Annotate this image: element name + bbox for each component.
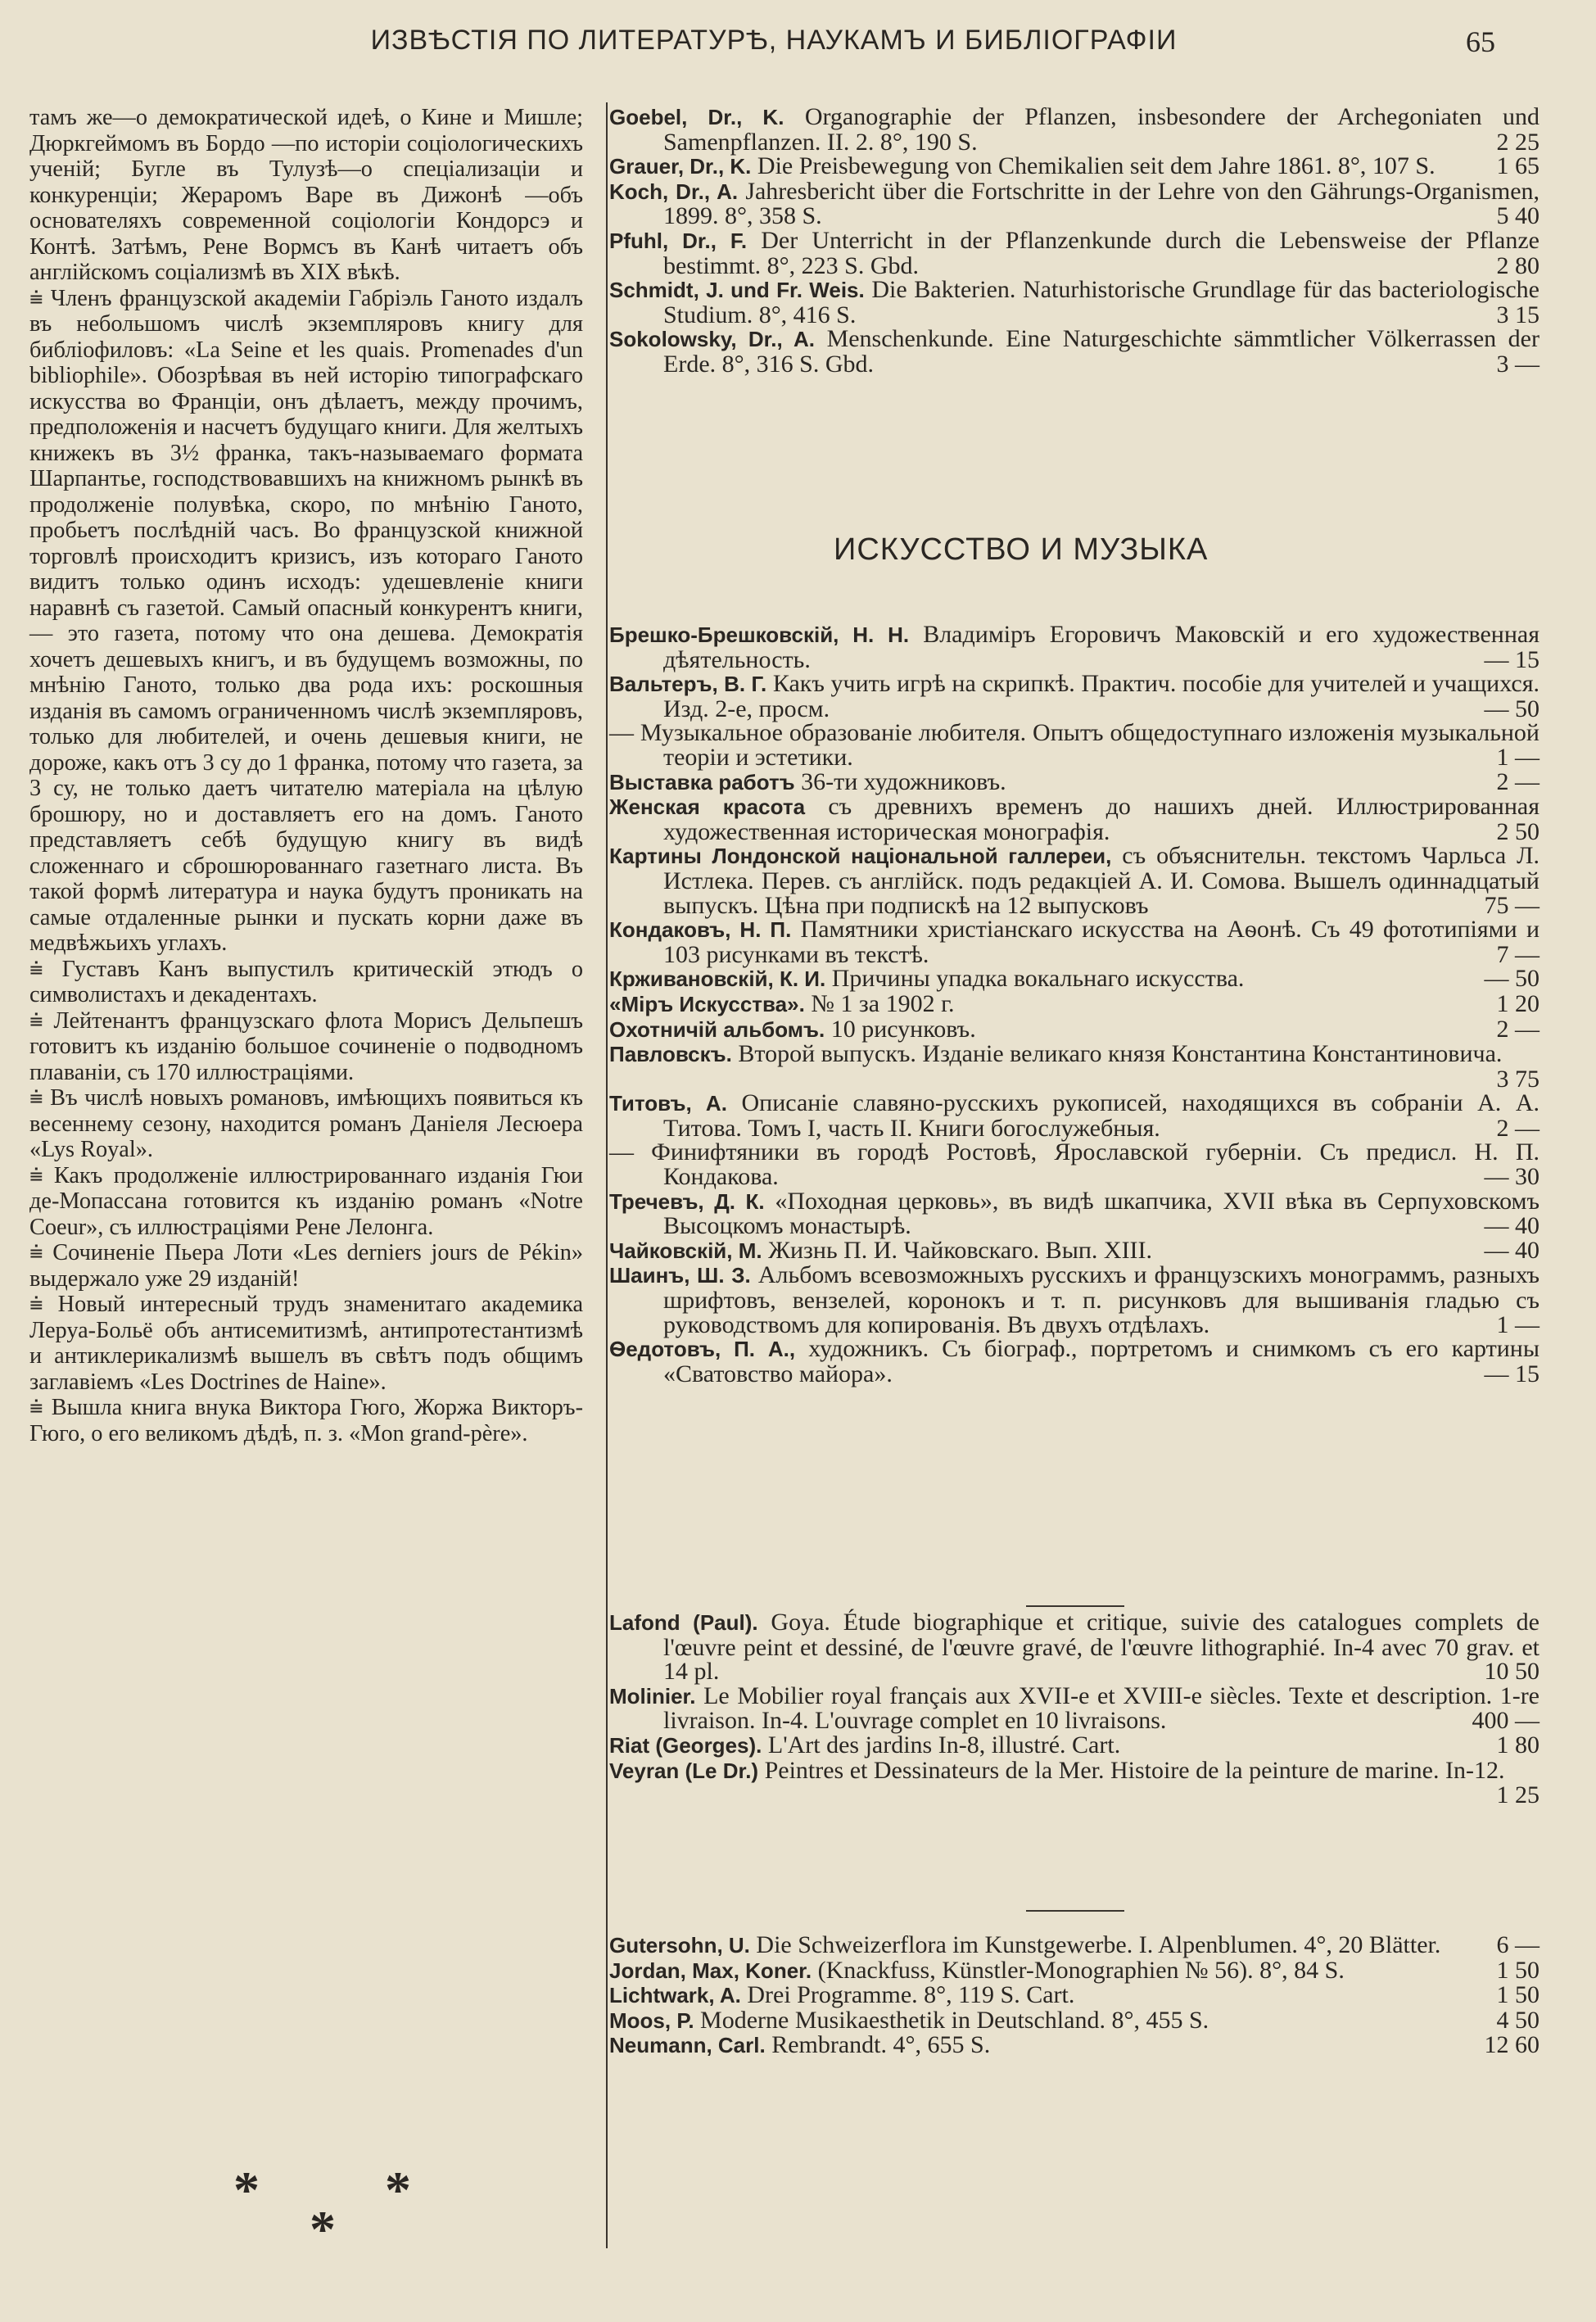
book-title: Drei Programme. 8°, 119 S. Cart. bbox=[747, 1981, 1075, 2009]
book-title: художникъ. Съ біограф., портретомъ и снимкомъ съ его картины «Сватовство майора». bbox=[663, 1335, 1540, 1387]
book-author: Выставка работъ bbox=[609, 769, 795, 794]
french-book-list bbox=[609, 1610, 1539, 1808]
book-title: Organographie der Pflanzen, insbesondere der Archegoniaten und Samenpflanzen. II. 2. 8°, 190 S. bbox=[663, 103, 1539, 156]
book-title: Описаніе славяно-русскихъ рукописей, находящихся въ собраніи А. А. Титова. Томъ I, часть II. Книги богослужебныя. bbox=[663, 1089, 1539, 1142]
book-price: — 40 bbox=[1484, 1236, 1539, 1264]
book-price: 1 25 bbox=[1496, 1781, 1539, 1809]
book-title: Владиміръ Егоровичъ Маковскій и его художественная дѣятельность. bbox=[663, 621, 1539, 673]
book-author: Sokolowsky, Dr., A. bbox=[609, 327, 816, 352]
book-author: Lafond (Paul). bbox=[609, 1610, 758, 1635]
ornament-star: * bbox=[310, 2200, 336, 2258]
book-entry bbox=[609, 844, 1539, 917]
book-title: Альбомъ всевозможныхъ русскихъ и французскихъ монограммъ, разныхъ шрифтовъ, вензелей, коронокъ и т. п. рисунковъ для вышиванія гладью съ руководствомъ для копированія. Въ двухъ отдѣлахъ. bbox=[663, 1261, 1540, 1338]
news-paragraph: тамъ же—о демократической идеѣ, о Кине и Мишле; Дюркгеймомъ въ Бордо —по исторіи соціологическихъ ученій; Бугле въ Тулузѣ—о спеціализаціи и конкуренціи; Жераромъ Варе въ Дижонѣ —объ основателяхъ современной соціологіи Кондорсэ и Контѣ. Затѣмъ, Рене Вормсъ въ Канѣ читаетъ объ англійскомъ соціализмѣ въ XIX вѣкѣ. bbox=[29, 105, 583, 285]
book-price: 75 — bbox=[1484, 891, 1539, 919]
book-title: Какъ учить игрѣ на скрипкѣ. Практич. пособіе для учителей и учащихся. Изд. 2-е, просм. bbox=[663, 670, 1539, 722]
book-entry bbox=[609, 917, 1539, 966]
book-price: 2 — bbox=[1496, 767, 1539, 795]
book-price: — 30 bbox=[1484, 1163, 1539, 1191]
book-price: 1 80 bbox=[1496, 1731, 1539, 1758]
book-author: Moos, P. bbox=[609, 2007, 694, 2033]
book-author: Goebel, Dr., K. bbox=[609, 105, 784, 129]
book-price: 3 75 bbox=[1496, 1065, 1539, 1093]
book-title: Причины упадка вокальнаго искусства. bbox=[831, 965, 1245, 993]
book-author: Крживановскій, К. И. bbox=[609, 966, 826, 992]
news-paragraph: ⩧ Вышла книга внука Виктора Гюго, Жоржа Викторъ-Гюго, о его великомъ дѣдѣ, п. з. «Mon grand-père». bbox=[29, 1395, 583, 1446]
separator-rule bbox=[1026, 1910, 1124, 1912]
book-author: Картины Лондонской національной галлереи, bbox=[609, 844, 1112, 869]
ornament-star: * bbox=[233, 2161, 260, 2219]
book-price: 2 25 bbox=[1496, 128, 1539, 156]
book-author: Вальтеръ, В. Г. bbox=[609, 672, 767, 697]
book-author: Тречевъ, Д. К. bbox=[609, 1188, 765, 1214]
book-price: 12 60 bbox=[1484, 2031, 1539, 2059]
book-entry bbox=[609, 1337, 1539, 1386]
news-paragraph: ⩧ Новый интересный трудъ знаменитаго академика Леруа-Больё объ антисемитизмѣ, антипротестантизмѣ и антиклерикализмѣ вышелъ въ свѣтъ подъ общимъ заглавіемъ «Les Doctrines de Haine». bbox=[29, 1292, 583, 1395]
book-title: съ объяснительн. текстомъ Чарльса Л. Истлека. Перев. съ англійск. подъ редакціей А. И. Сомова. Вышелъ одиннадцатый выпускъ. Цѣна при подпискѣ на 12 выпусковъ bbox=[663, 842, 1540, 919]
book-entry bbox=[609, 622, 1539, 672]
german-list-top bbox=[609, 105, 1539, 377]
book-title: Menschenkunde. Eine Naturgeschichte sämmtlicher Völkerrassen der Erde. 8°, 316 S. Gbd. bbox=[663, 325, 1539, 378]
book-title: L'Art des jardins In-8, illustré. Cart. bbox=[767, 1731, 1121, 1758]
book-price: 2 — bbox=[1496, 1114, 1539, 1142]
book-entry bbox=[609, 226, 1539, 279]
book-price: 1 — bbox=[1496, 1310, 1539, 1338]
book-price: — 50 bbox=[1484, 695, 1539, 722]
book-title: Жизнь П. И. Чайковскаго. Вып. XIII. bbox=[768, 1236, 1153, 1264]
book-title: — Музыкальное образованіе любителя. Опытъ общедоступнаго изложенія музыкальной теоріи и эстетики. bbox=[609, 719, 1539, 771]
book-entry bbox=[609, 1684, 1539, 1733]
book-author: Schmidt, J. und Fr. Weis. bbox=[609, 278, 865, 303]
book-entry bbox=[609, 1758, 1539, 1808]
left-column bbox=[29, 105, 583, 1446]
book-price: 7 — bbox=[1496, 940, 1539, 968]
book-title: Die Bakterien. Naturhistorische Grundlage für das bacteriologische Studium. 8°, 416 S. bbox=[663, 276, 1539, 328]
book-title: Второй выпускъ. Изданіе великаго князя Константина Константиновича. bbox=[738, 1040, 1503, 1068]
book-entry bbox=[609, 767, 1539, 795]
book-title: — Финифтяники въ городѣ Ростовѣ, Ярославской губерніи. Съ предисл. Н. П. Кондакова. bbox=[609, 1138, 1539, 1191]
book-entry bbox=[609, 1958, 1539, 1984]
book-title: Der Unterricht in der Pflanzenkunde durch die Lebensweise der Pflanze bestimmt. 8°, 223 S. Gbd. bbox=[663, 226, 1539, 279]
book-price: 1 65 bbox=[1496, 152, 1539, 180]
book-entry bbox=[609, 1138, 1539, 1191]
book-entry bbox=[609, 1091, 1539, 1140]
book-title: Die Preisbewegung von Chemikalien seit dem Jahre 1861. 8°, 107 S. bbox=[757, 152, 1435, 180]
book-author: Veyran (Le Dr.) bbox=[609, 1758, 759, 1783]
book-price: 2 — bbox=[1496, 1015, 1539, 1043]
book-entry bbox=[609, 966, 1539, 992]
book-author: Jordan, Max, Koner. bbox=[609, 1958, 812, 1983]
book-entry bbox=[609, 179, 1539, 229]
book-entry bbox=[609, 154, 1539, 179]
book-price: 3 15 bbox=[1496, 301, 1539, 328]
german-list-bottom bbox=[609, 1933, 1539, 2058]
book-price: — 15 bbox=[1484, 1360, 1539, 1387]
book-title: Moderne Musikaesthetik in Deutschland. 8°, 455 S. bbox=[700, 2006, 1209, 2034]
book-entry bbox=[609, 105, 1539, 154]
book-entry bbox=[609, 1610, 1539, 1684]
news-paragraph: ⩧ Сочиненіе Пьера Лоти «Les derniers jours de Pékin» выдержало уже 29 изданій! bbox=[29, 1240, 583, 1292]
book-price: 1 — bbox=[1496, 743, 1539, 771]
book-price: 1 50 bbox=[1496, 1981, 1539, 2009]
book-title: Rembrandt. 4°, 655 S. bbox=[771, 2031, 991, 2059]
book-author: Koch, Dr., A. bbox=[609, 179, 739, 204]
book-author: Gutersohn, U. bbox=[609, 1933, 750, 1958]
book-entry bbox=[609, 1733, 1539, 1758]
book-entry bbox=[609, 278, 1539, 327]
separator-rule bbox=[1026, 1605, 1124, 1607]
column-divider bbox=[606, 102, 608, 2248]
book-title: Peintres et Dessinateurs de la Mer. Histoire de la peinture de marine. In-12. bbox=[764, 1756, 1505, 1784]
book-author: Титовъ, А. bbox=[609, 1091, 727, 1116]
news-paragraph: ⩧ Густавъ Канъ выпустилъ критическій этюдъ о символистахъ и декадентахъ. bbox=[29, 956, 583, 1007]
book-author: «Міръ Искусства». bbox=[609, 991, 805, 1016]
book-price: 400 — bbox=[1472, 1707, 1539, 1735]
book-price: 5 40 bbox=[1496, 202, 1539, 230]
book-title: Die Schweizerflora im Kunstgewerbe. I. Alpenblumen. 4°, 20 Blätter. bbox=[756, 1931, 1441, 1958]
book-title: № 1 за 1902 г. bbox=[811, 989, 955, 1017]
book-title: 36-ти художниковъ. bbox=[801, 767, 1006, 795]
book-author: Кондаковъ, Н. П. bbox=[609, 917, 792, 943]
russian-book-list bbox=[609, 622, 1539, 1386]
book-author: Чайковскій, М. bbox=[609, 1238, 762, 1263]
book-title: 10 рисунковъ. bbox=[830, 1015, 976, 1043]
book-title: Памятники христіанскаго искусства на Аѳонѣ. Съ 49 фототипіями и 103 рисунками въ текстѣ. bbox=[663, 916, 1540, 968]
book-entry bbox=[609, 1933, 1539, 1958]
book-entry bbox=[609, 1017, 1539, 1043]
book-entry bbox=[609, 1238, 1539, 1264]
book-author: Lichtwark, A. bbox=[609, 1983, 741, 2008]
news-paragraph: ⩧ Какъ продолженіе иллюстрированнаго изданія Гюи де-Мопассана готовится къ изданію романъ «Notre Coeur», съ иллюстраціями Рене Лелонга. bbox=[29, 1162, 583, 1240]
book-price: 1 50 bbox=[1496, 1956, 1539, 1984]
book-price: — 15 bbox=[1484, 645, 1539, 673]
book-entry bbox=[609, 721, 1539, 769]
section-title: ИСКУССТВО И МУЗЫКА bbox=[834, 532, 1209, 567]
book-entry bbox=[609, 1263, 1539, 1337]
book-entry bbox=[609, 794, 1539, 844]
book-price: 1 20 bbox=[1496, 989, 1539, 1017]
book-entry bbox=[609, 989, 1539, 1017]
news-paragraph: ⩧ Лейтенантъ французскаго флота Морисъ Дельпешъ готовитъ къ изданію большое сочиненіе о подводномъ плаваніи, съ 170 иллюстраціями. bbox=[29, 1007, 583, 1085]
news-paragraph: ⩧ Въ числѣ новыхъ романовъ, имѣющихъ появиться къ весеннему сезону, находится романъ Даніеля Лесюера «Lys Royal». bbox=[29, 1085, 583, 1162]
book-price: 10 50 bbox=[1484, 1658, 1539, 1686]
book-title: Le Mobilier royal français aux XVII-e et XVIII-e siècles. Texte et description. 1-re livraison. In-4. L'ouvrage complet en 10 livraisons. bbox=[663, 1682, 1539, 1735]
book-entry bbox=[609, 1983, 1539, 2008]
book-author: Grauer, Dr., K. bbox=[609, 154, 752, 179]
book-price: 6 — bbox=[1496, 1931, 1539, 1958]
book-price: — 50 bbox=[1484, 965, 1539, 993]
news-paragraph: ⩧ Членъ французской академіи Габріэль Ганото издалъ въ небольшомъ числѣ экземпляровъ книгу для библіофиловъ: «La Seine et les quais. Promenades d'un bibliophile». Обозрѣвая въ ней исторію типографскаго искусства во Франціи, онъ дѣлаетъ, между прочимъ, предположенія и насчетъ будущаго книги. Для желтыхъ книжекъ въ 3½ франка, такъ-называемаго формата Шарпантье, господствовавшихъ на книжномъ рынкѣ въ продолженіе полувѣка, скоро, по мнѣнію Ганото, пробьетъ послѣдній часъ. Во французской книжной торговлѣ происходитъ кризисъ, изъ котораго Ганото видитъ только одинъ исходъ: удешевленіе книги наравнѣ съ газетой. Самый опасный конкурентъ книги, — это газета, потому что она дешева. Демократія хочетъ дешевыхъ книгъ, и въ будущемъ возможны, по мнѣнію Ганото, только два рода ихъ: роскошныя изданія въ самомъ ограниченномъ числѣ экземпляровъ, только для любителей, и очень дешевыя книги, не дороже, какъ отъ 3 су до 1 франка, потому что газета, за 3 су, не только даетъ читателю матеріала на цѣлую брошюру, но и доставляетъ его на домъ. Ганото представляетъ себѣ будущую книгу въ видѣ сложеннаго и сброшюрованнаго газетнаго листа. Въ такой формѣ литература и наука будутъ проникать на самые отдаленные рынки и пускать корни даже въ медвѣжьихъ углахъ. bbox=[29, 285, 583, 956]
book-entry bbox=[609, 2033, 1539, 2058]
running-title: ИЗВѢСТІЯ ПО ЛИТЕРАТУРѢ, НАУКАМЪ И БИБЛІОГРАФІИ bbox=[370, 25, 1178, 56]
page-number: 65 bbox=[1466, 25, 1495, 58]
book-title: Goya. Étude biographique et critique, suivie des catalogues complets de l'œuvre peint et dessiné, de l'œuvre gravé, de l'œuvre lithographié. In-4 avec 70 grav. et 14 pl. bbox=[663, 1609, 1539, 1686]
book-author: Ѳедотовъ, П. А., bbox=[609, 1337, 796, 1362]
book-entry bbox=[609, 672, 1539, 721]
book-author: Женская красота bbox=[609, 794, 806, 820]
book-entry bbox=[609, 2008, 1539, 2034]
book-author: Riat (Georges). bbox=[609, 1732, 762, 1758]
book-price: 2 50 bbox=[1496, 817, 1539, 845]
book-author: Molinier. bbox=[609, 1683, 696, 1709]
book-title: «Походная церковь», въ видѣ шкапчика, XVII вѣка въ Серпуховскомъ Высоцкомъ монастырѣ. bbox=[663, 1187, 1539, 1240]
book-price: 4 50 bbox=[1496, 2006, 1539, 2034]
book-entry bbox=[609, 1189, 1539, 1238]
book-author: Павловскъ. bbox=[609, 1042, 732, 1067]
book-author: Шаинъ, Ш. З. bbox=[609, 1263, 751, 1288]
book-entry bbox=[609, 327, 1539, 376]
ornament-star: * bbox=[385, 2161, 411, 2219]
book-author: Брешко-Брешковскій, Н. Н. bbox=[609, 622, 910, 647]
book-author: Охотничій альбомъ. bbox=[609, 1016, 825, 1042]
book-author: Pfuhl, Dr., F. bbox=[609, 228, 748, 253]
book-author: Neumann, Carl. bbox=[609, 2033, 766, 2058]
book-title: Jahresbericht über die Fortschritte in der Lehre von den Gährungs-Organismen, 1899. 8°, 358 S. bbox=[663, 177, 1540, 230]
book-title: съ древнихъ временъ до нашихъ дней. Иллюстрированная художественная историческая монографія. bbox=[663, 793, 1540, 845]
book-title: (Knackfuss, Künstler-Monographien № 56). 8°, 84 S. bbox=[817, 1956, 1345, 1984]
book-price: — 40 bbox=[1484, 1212, 1539, 1240]
book-entry bbox=[609, 1042, 1539, 1091]
book-price: 2 80 bbox=[1496, 251, 1539, 279]
book-price: 3 — bbox=[1496, 350, 1539, 378]
